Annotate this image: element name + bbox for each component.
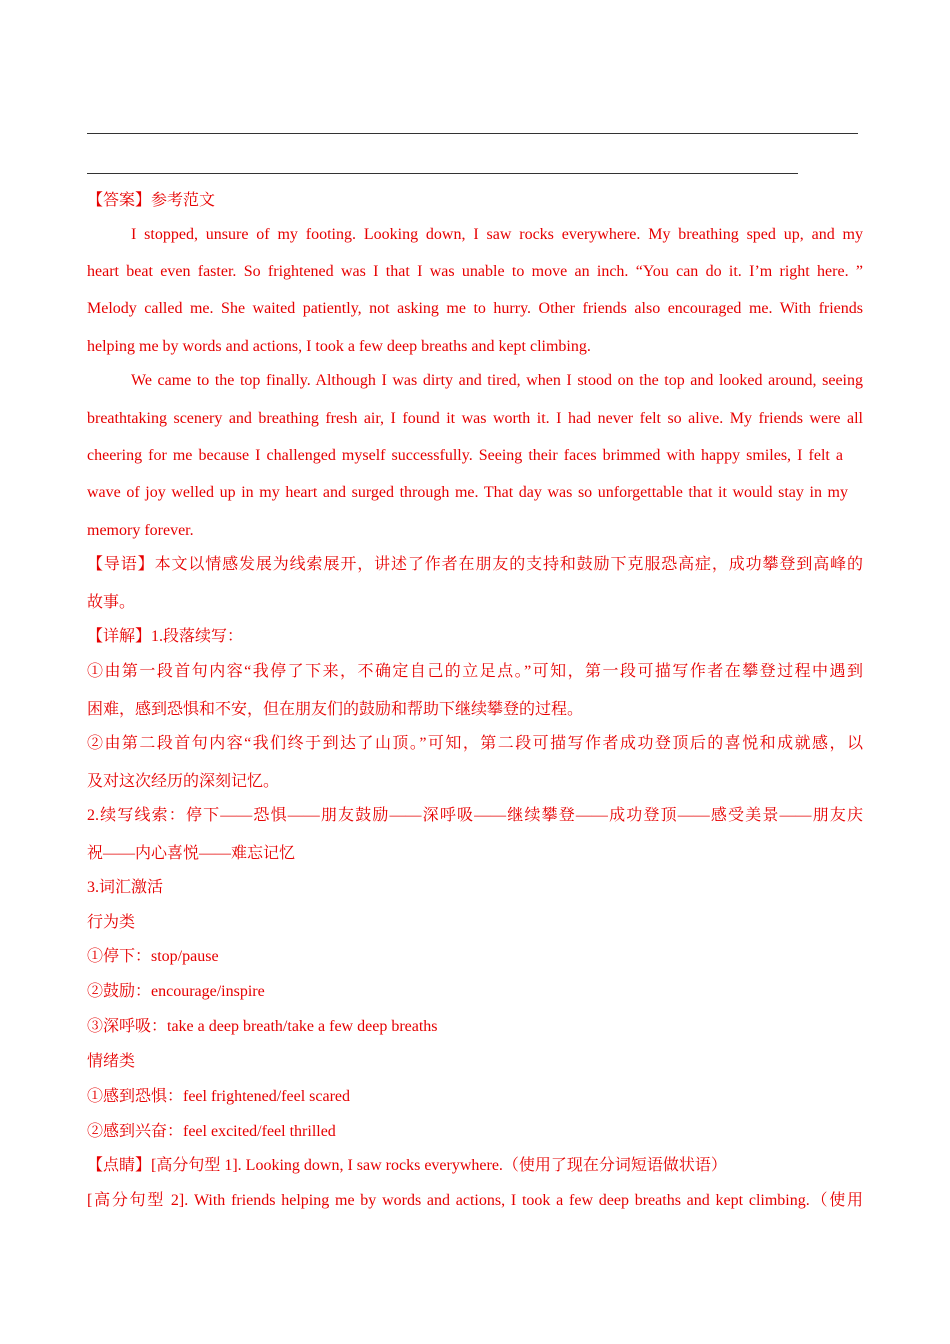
behavior-title: 行为类: [87, 914, 136, 931]
guide-line: [87, 555, 863, 575]
answer-label: 参考范文: [151, 192, 216, 209]
highlight-sentence-1: [高分句型 1]. Looking down, I saw rocks everywhere.（使用了现在分词短语做状语）: [151, 1157, 727, 1174]
detail-title: 1.段落续写：: [151, 628, 244, 645]
highlight-tag: 【点睛】: [87, 1157, 152, 1174]
detail-item-line: 困难，感到恐惧和不安，但在朋友们的鼓励和帮助下继续攀登的过程。: [87, 701, 584, 718]
essay-para1-line: I stopped, unsure of my footing. Looking down, I saw rocks everywhere. My breathing sped up, and my: [131, 226, 863, 243]
vocab-item: ①感到恐惧：feel frightened/feel scared: [87, 1088, 351, 1105]
answer-tag: 【答案】: [87, 192, 152, 209]
answer-heading: [87, 191, 215, 211]
detail-item-line: ①由第一段首句内容“我停了下来，不确定自己的立足点。”可知，第一段可描写作者在攀登过程中遇到: [87, 663, 863, 680]
essay-para2-line: wave of joy welled up in my heart and surged through me. That day was so unforgettable that it would stay in my: [87, 484, 848, 501]
emotion-title: 情绪类: [87, 1053, 136, 1070]
essay-para2-line: memory forever.: [87, 522, 194, 539]
detail-heading: [87, 627, 243, 647]
guide-tag: 【导语】: [87, 556, 155, 573]
essay-para2-line: cheering for me because I challenged myself successfully. Seeing their faces brimmed with happy smiles, I felt a: [87, 447, 843, 464]
essay-para2-line: We came to the top finally. Although I was dirty and tired, when I stood on the top and looked around, seeing: [131, 372, 863, 389]
detail-item-line: 及对这次经历的深刻记忆。: [87, 773, 280, 790]
detail-item-line: ②由第二段首句内容“我们终于到达了山顶。”可知，第二段可描写作者成功登顶后的喜悦和成就感，以: [87, 735, 863, 752]
clues-line: 2.续写线索：停下——恐惧——朋友鼓励——深呼吸——继续攀登——成功登顶——感受美景——朋友庆: [87, 807, 863, 824]
blank-answer-line-1: [87, 133, 858, 134]
essay-para1-line: heart beat even faster. So frightened was I that I was unable to move an inch. “You can do it. I’m right here. ”: [87, 263, 863, 280]
vocab-item: ①停下：stop/pause: [87, 948, 219, 965]
clues-line: 祝——内心喜悦——难忘记忆: [87, 845, 296, 862]
highlight-sentence-2: [高分句型 2]. With friends helping me by words and actions, I took a few deep breaths and kept climbing.（使用: [87, 1192, 863, 1209]
blank-answer-line-2: [87, 173, 798, 174]
highlight-line: [87, 1156, 727, 1176]
vocab-item: ②感到兴奋：feel excited/feel thrilled: [87, 1123, 336, 1140]
essay-para1-line: Melody called me. She waited patiently, not asking me to hurry. Other friends also encouraged me. With friends: [87, 300, 863, 317]
essay-para2-line: breathtaking scenery and breathing fresh air, I found it was worth it. I had never felt so alive. My friends were all: [87, 410, 863, 427]
guide-line: 故事。: [87, 594, 136, 611]
vocab-item: ③深呼吸：take a deep breath/take a few deep breaths: [87, 1018, 438, 1035]
vocab-title: 3.词汇激活: [87, 879, 164, 896]
guide-text: 本文以情感发展为线索展开，讲述了作者在朋友的支持和鼓励下克服恐高症，成功攀登到高峰的: [154, 556, 863, 573]
essay-para1-line: helping me by words and actions, I took a few deep breaths and kept climbing.: [87, 338, 591, 355]
detail-tag: 【详解】: [87, 628, 152, 645]
vocab-item: ②鼓励：encourage/inspire: [87, 983, 265, 1000]
